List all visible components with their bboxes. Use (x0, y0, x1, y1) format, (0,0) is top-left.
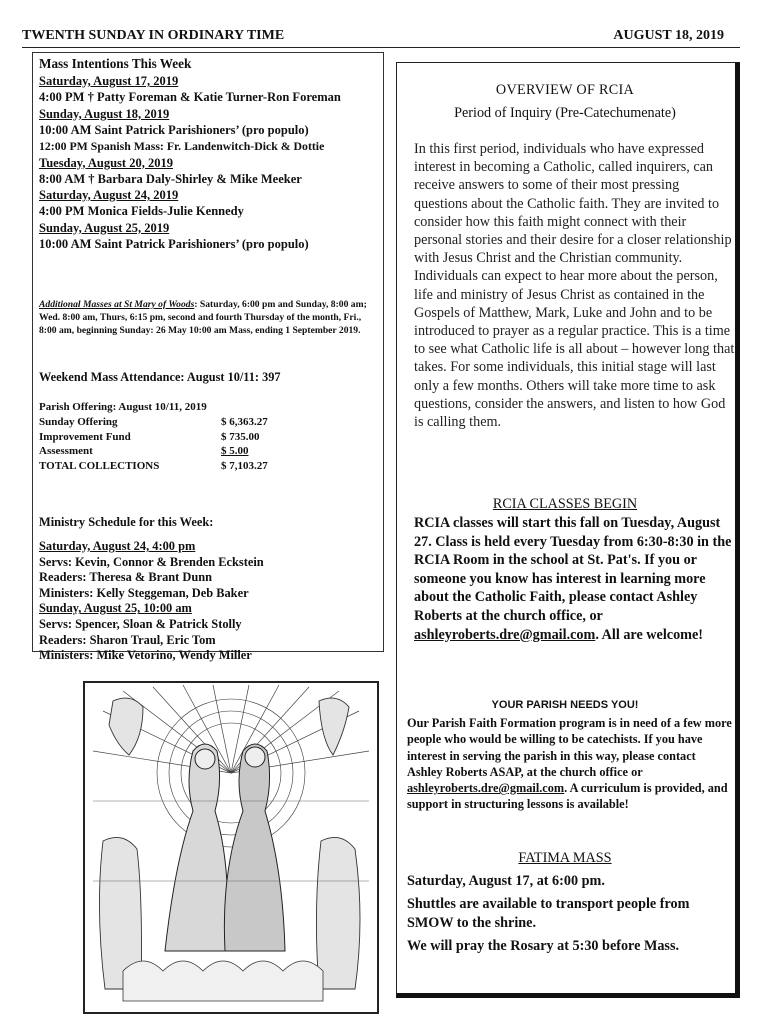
offering-label: Sunday Offering (39, 416, 118, 428)
ministry-entry: Servs: Kevin, Connor & Brenden Eckstein (39, 554, 264, 569)
offering-row (39, 459, 268, 472)
parish-needs-title: YOUR PARISH NEEDS YOU! (491, 699, 639, 711)
rcia-classes-text: RCIA classes will start this fall on Tuesday, August 27. Class is held every Tuesday from 6:30-8:30 in the RCIA Room in the school at St. Pat's. If you or someone you know has interest in learning more about the Catholic Faith, please contact Ashley Roberts at the church office, or (414, 515, 732, 624)
mass-date-heading: Sunday, August 18, 2019 (39, 106, 170, 121)
fatima-line: Shuttles are available to transport people from SMOW to the shrine. (407, 896, 690, 931)
rcia-email-link[interactable]: ashleyroberts.dre@gmail.com (414, 626, 596, 643)
offering-amount: $ 5.00 (221, 445, 249, 458)
offering-amount: $ 6,363.27 (221, 416, 268, 428)
left-column-box (32, 52, 384, 663)
ministry-schedule-title: Ministry Schedule for this Week: (39, 515, 214, 529)
mass-attendance: Weekend Mass Attendance: August 10/11: 397 (39, 370, 281, 384)
fatima-line: We will pray the Rosary at 5:30 before Mass. (407, 938, 680, 954)
mass-intention-entry: 12:00 PM Spanish Mass: Fr. Landenwitch-Dick & Dottie (39, 139, 325, 154)
parish-needs-email-link[interactable]: ashleyroberts.dre@gmail.com (407, 781, 565, 796)
ministry-date-heading: Sunday, August 25, 10:00 am (39, 601, 192, 616)
fatima-mass-title: FATIMA MASS (518, 850, 612, 866)
additional-masses-text: : Saturday, 6:00 pm and Sunday, 8:00 am; Wed. 8:00 am, Thurs, 6:15 pm, second and fourth Thursday of the month, Fri., 8:00 am, beginning Sunday: 26 May 10:00 am Mass, ending 1 September 2019. (39, 299, 367, 336)
parish-needs-text: Our Parish Faith Formation program is in need of a few more people who would be willing to be catechists. If you have interest in serving the parish in this way, please contact Ashley Roberts ASAP, at the church office or (407, 716, 732, 779)
offering-label: Improvement Fund (39, 430, 131, 443)
rcia-classes-tail: . All are welcome! (595, 626, 704, 643)
mass-date-heading: Sunday, August 25, 2019 (39, 220, 170, 235)
offering-row (39, 445, 249, 458)
offering-row (39, 430, 260, 443)
rcia-classes-title: RCIA CLASSES BEGIN (492, 496, 638, 512)
rcia-classes-body (414, 514, 734, 644)
bulletin-date: AUGUST 18, 2019 (613, 28, 724, 43)
fatima-mass-body (407, 872, 733, 960)
ministry-entry: Servs: Spencer, Sloan & Patrick Stolly (39, 617, 242, 631)
mass-date-heading: Saturday, August 24, 2019 (39, 188, 179, 203)
mass-intention-entry: 8:00 AM † Barbara Daly-Shirley & Mike Meeker (39, 171, 302, 186)
page-header (22, 28, 742, 46)
ministry-entry: Ministers: Kelly Steggeman, Deb Baker (39, 585, 249, 600)
offering-label: TOTAL COLLECTIONS (39, 459, 160, 472)
parish-needs-body (407, 715, 733, 813)
coronation-of-mary-engraving (83, 681, 379, 1014)
ministry-entry: Ministers: Mike Vetorino, Wendy Miller (39, 648, 252, 663)
offering-label: Assessment (39, 445, 93, 458)
rcia-overview-body: In this first period, individuals who have expressed interest in becoming a Catholic, called inquirers, can receive answers to some of their most pressing questions about the Catholic faith. They are invited to consider how this faith might connect with their personal stories and their desire for a closer relationship with Jesus Christ and the Christian community. Individuals can expect to hear more about the person, life and ministry of Jesus Christ as contained in the Gospels of Matthew, Mark, Luke and John and to be introduced to prayer as a regular practice. This is a time to see what Catholic life is all about – however long that takes. For some individuals, this initial stage will last only a few months. Others will take more time to ask questions, consider the answers, and listen to how God is calling them. (414, 141, 735, 431)
additional-masses-note (39, 298, 377, 337)
mass-date-heading: Tuesday, August 20, 2019 (39, 155, 173, 170)
header-divider (22, 47, 740, 48)
mass-intention-entry: 10:00 AM Saint Patrick Parishioners’ (pro populo) (39, 122, 309, 137)
fatima-line: Saturday, August 17, at 6:00 pm. (407, 873, 605, 889)
additional-masses-lead: Additional Masses at St Mary of Woods (39, 299, 195, 310)
parish-needs-tail: . A curriculum is provided, and support in structuring lessons is available! (407, 781, 728, 812)
offering-row (39, 416, 268, 428)
mass-intention-entry: 4:00 PM † Patty Foreman & Katie Turner-Ron Foreman (39, 90, 341, 105)
rcia-overview-title: OVERVIEW OF RCIA (495, 82, 635, 98)
mass-intentions-title: Mass Intentions This Week (39, 56, 192, 71)
mass-intention-entry: 10:00 AM Saint Patrick Parishioners’ (pro populo) (39, 237, 309, 251)
ministry-entry: Readers: Theresa & Brant Dunn (39, 570, 213, 585)
bulletin-week-title: TWENTH SUNDAY IN ORDINARY TIME (22, 28, 285, 43)
ministry-entry: Readers: Sharon Traul, Eric Tom (39, 632, 216, 647)
rcia-overview-subtitle: Period of Inquiry (Pre-Catechumenate) (454, 105, 676, 121)
ministry-date-heading: Saturday, August 24, 4:00 pm (39, 539, 196, 553)
mass-date-heading: Saturday, August 17, 2019 (39, 74, 179, 88)
parish-offering-title: Parish Offering: August 10/11, 2019 (39, 401, 207, 413)
offering-amount: $ 735.00 (221, 430, 260, 443)
mass-intention-entry: 4:00 PM Monica Fields-Julie Kennedy (39, 204, 244, 219)
offering-amount: $ 7,103.27 (221, 459, 268, 472)
